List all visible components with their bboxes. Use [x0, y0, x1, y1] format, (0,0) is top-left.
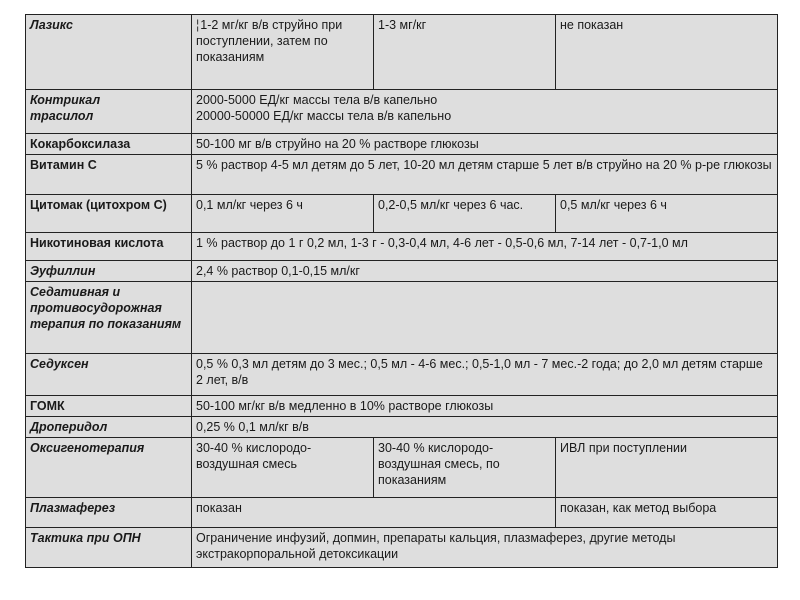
- dose-cell: [192, 15, 374, 90]
- table-row: [26, 195, 778, 233]
- dose-cell: 0,25 % 0,1 мл/кг в/в: [192, 417, 778, 438]
- drug-name-line: Контрикал: [30, 93, 101, 107]
- dose-cell: 1-3 мг/кг: [374, 15, 556, 90]
- treatment-table: [25, 14, 778, 568]
- table-row: [26, 90, 778, 134]
- drug-name-line: трасилол: [30, 109, 94, 123]
- drug-name-cell: Цитомак (цитохром С): [26, 195, 192, 233]
- dose-cell: 50-100 мг в/в струйно на 20 % растворе глюкозы: [192, 134, 778, 155]
- dose-line: 2000-5000 ЕД/кг массы тела в/в капельно: [196, 93, 438, 107]
- table-row: [26, 354, 778, 396]
- dose-cell: 0,5 мл/кг через 6 ч: [556, 195, 778, 233]
- dose-cell: показан: [192, 498, 556, 528]
- drug-name-cell: Витамин С: [26, 155, 192, 195]
- table-row: [26, 438, 778, 498]
- dose-cell: 2,4 % раствор 0,1-0,15 мл/кг: [192, 261, 778, 282]
- table-row: [26, 498, 778, 528]
- drug-name-cell: Кокарбоксилаза: [26, 134, 192, 155]
- dose-cell: не показан: [556, 15, 778, 90]
- drug-name-cell: Оксигенотерапия: [26, 438, 192, 498]
- dose-line: 20000-50000 ЕД/кг массы тела в/в капельно: [196, 109, 452, 123]
- drug-name-cell: Седуксен: [26, 354, 192, 396]
- dose-cell: [192, 282, 778, 354]
- dose-cell: 50-100 мг/кг в/в медленно в 10% растворе глюкозы: [192, 396, 778, 417]
- table-row: [26, 261, 778, 282]
- drug-name-cell: Плазмаферез: [26, 498, 192, 528]
- table-row: [26, 396, 778, 417]
- dose-cell: 0,5 % 0,3 мл детям до 3 мес.; 0,5 мл - 4-6 мес.; 0,5-1,0 мл - 7 мес.-2 года; до 2,0 мл детям старше 2 лет, в/в: [192, 354, 778, 396]
- drug-name-cell: Лазикс: [26, 15, 192, 90]
- drug-name-cell: Тактика при ОПН: [26, 528, 192, 568]
- drug-name-cell: Никотиновая кислота: [26, 233, 192, 261]
- drug-name-cell: Седативная и противосудорожная терапия по показаниям: [26, 282, 192, 354]
- dose-cell: 30-40 % кислородо-воздушная смесь: [192, 438, 374, 498]
- dose-cell: Ограничение инфузий, допмин, препараты кальция, плазмаферез, другие методы экстракорпоральной детоксикации: [192, 528, 778, 568]
- table-row: [26, 233, 778, 261]
- table-row: [26, 528, 778, 568]
- drug-name-cell: [26, 90, 192, 134]
- dose-text: 1-2 мг/кг в/в струйно при поступлении, затем по показаниям: [196, 18, 343, 64]
- dose-cell: 30-40 % кислородо-воздушная смесь, по показаниям: [374, 438, 556, 498]
- text-cursor-icon: ¦: [196, 18, 200, 32]
- dose-cell: показан, как метод выбора: [556, 498, 778, 528]
- table-row: [26, 282, 778, 354]
- dose-cell: 1 % раствор до 1 г 0,2 мл, 1-3 г - 0,3-0,4 мл, 4-6 лет - 0,5-0,6 мл, 7-14 лет - 0,7-1,0 мл: [192, 233, 778, 261]
- dose-cell: 0,2-0,5 мл/кг через 6 час.: [374, 195, 556, 233]
- dose-cell: 5 % раствор 4-5 мл детям до 5 лет, 10-20 мл детям старше 5 лет в/в струйно на 20 % р-ре глюкозы: [192, 155, 778, 195]
- drug-name-cell: ГОМК: [26, 396, 192, 417]
- table-row: [26, 134, 778, 155]
- table-row: [26, 15, 778, 90]
- table-row: [26, 417, 778, 438]
- drug-name-cell: Эуфиллин: [26, 261, 192, 282]
- dose-cell: [192, 90, 778, 134]
- dose-cell: ИВЛ при поступлении: [556, 438, 778, 498]
- table-row: [26, 155, 778, 195]
- drug-name-cell: Дроперидол: [26, 417, 192, 438]
- dose-cell: 0,1 мл/кг через 6 ч: [192, 195, 374, 233]
